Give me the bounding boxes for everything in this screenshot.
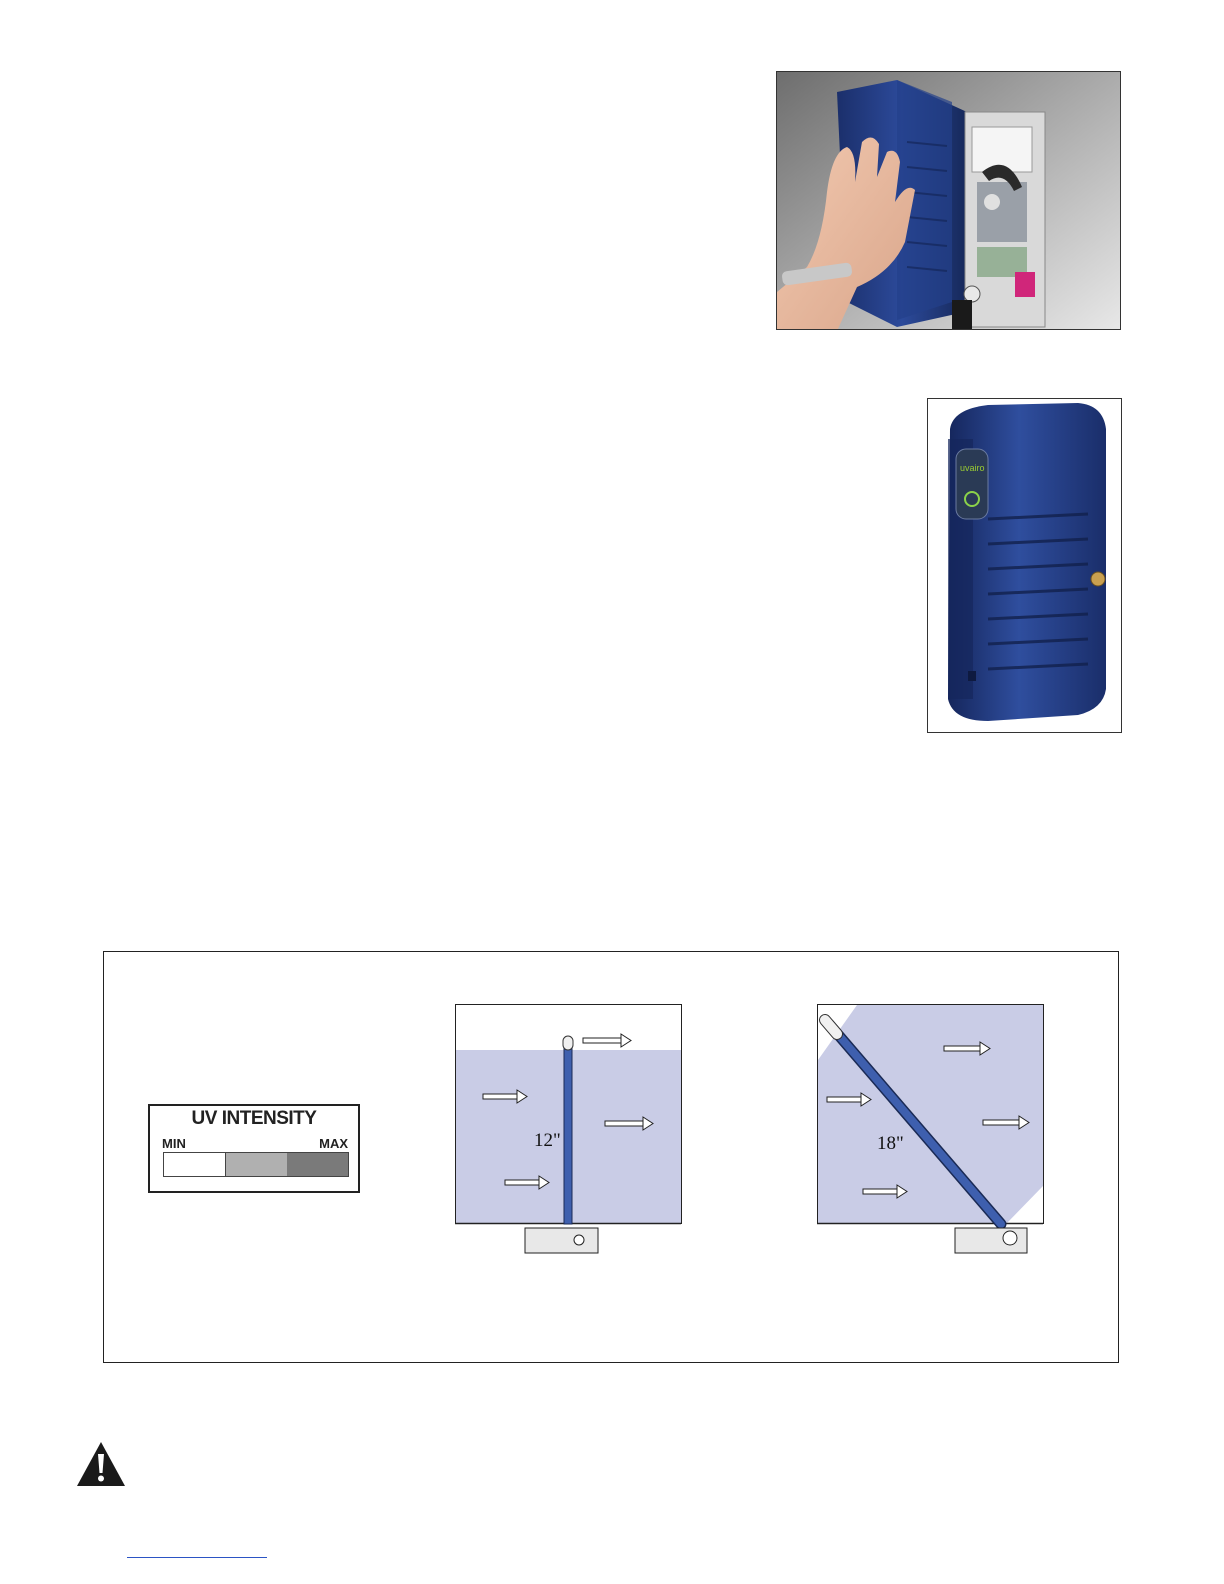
footer-link-rule: [127, 1557, 267, 1558]
uv-scale-high: [287, 1153, 348, 1176]
vertical-lamp-diagram: [455, 1004, 685, 1256]
lamp-length-label: 18": [877, 1133, 904, 1154]
uv-unit-opened-photo: [777, 72, 1121, 330]
angled-lamp-diagram: [817, 1004, 1047, 1256]
uv-lamp: [564, 1044, 572, 1224]
closed-unit-photo: [927, 398, 1122, 733]
uv-legend-title: UV INTENSITY: [191, 1108, 317, 1129]
warning-triangle-icon: [75, 1440, 127, 1488]
uv-unit-closed-photo: [928, 399, 1122, 733]
lamp-length-label: 12": [534, 1130, 561, 1151]
uv-max-label: MAX: [319, 1136, 348, 1151]
lamp-tip: [563, 1036, 573, 1050]
opened-unit-photo: [776, 71, 1121, 330]
uv-scale-low: [164, 1153, 226, 1176]
uv-intensity-scale: [163, 1152, 349, 1177]
brand-logo: uvairo: [960, 463, 985, 473]
uv-min-label: MIN: [162, 1136, 186, 1151]
uv-zone: [818, 1005, 1043, 1223]
uv-scale-mid: [226, 1153, 287, 1176]
uv-intensity-legend: [148, 1104, 360, 1193]
lamp-mount: [525, 1228, 598, 1253]
